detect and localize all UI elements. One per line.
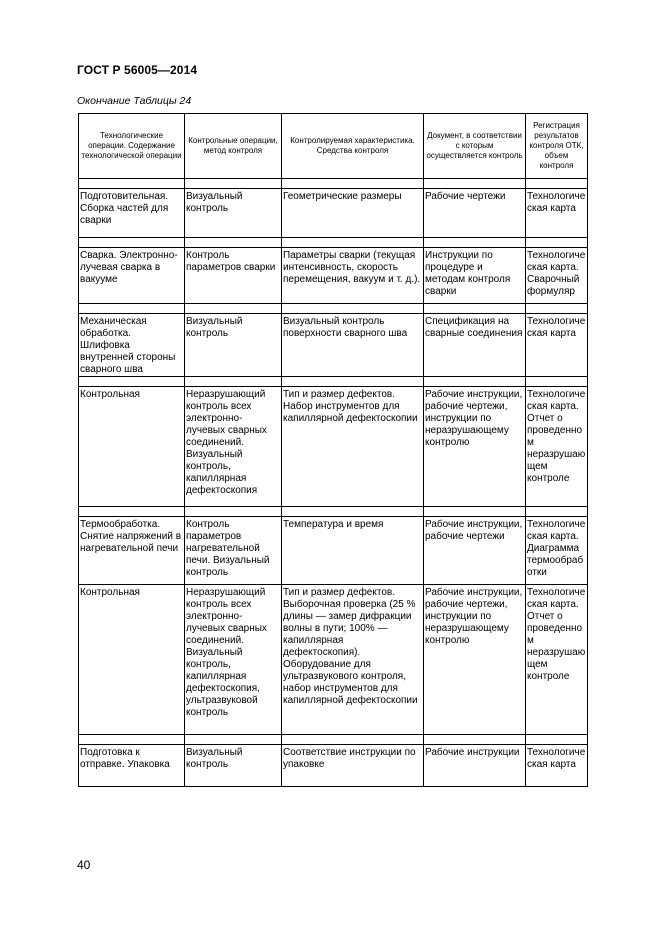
cell-document: Рабочие инструкции xyxy=(424,745,526,787)
table-row xyxy=(79,585,588,735)
cell-control-method: Неразрушающий контроль всех электронно-лучевых сварных соединений. Визуальный контроль, капиллярная дефектоскопия, ультразвуковой контроль xyxy=(185,585,282,735)
cell-characteristic: Параметры сварки (текущая интенсивность, скорость перемещения, вакуум и т. д.). xyxy=(282,248,424,304)
cell-registration: Технологическая карта xyxy=(526,314,588,377)
cell-control-method: Неразрушающий контроль всех электронно-лучевых сварных соединений. Визуальный контроль, капиллярная дефектоскопия xyxy=(185,387,282,507)
cell-registration: Технологическая карта xyxy=(526,745,588,787)
cell-characteristic: Температура и время xyxy=(282,517,424,585)
cell-characteristic: Тип и размер дефектов. Набор инструментов для капиллярной дефектоскопии xyxy=(282,387,424,507)
table-row xyxy=(79,248,588,304)
gap-row xyxy=(79,179,588,189)
document-title: ГОСТ Р 56005—2014 xyxy=(77,63,198,77)
cell-characteristic: Визуальный контроль поверхности сварного шва xyxy=(282,314,424,377)
cell-control-method: Визуальный контроль xyxy=(185,314,282,377)
table-row xyxy=(79,745,588,787)
operations-table xyxy=(78,113,588,787)
cell-control-method: Визуальный контроль xyxy=(185,189,282,238)
cell-document: Инструкции по процедуре и методам контроля сварки xyxy=(424,248,526,304)
cell-characteristic: Соответствие инструкции по упаковке xyxy=(282,745,424,787)
cell-operation: Контрольная xyxy=(79,387,185,507)
cell-operation: Термообработка. Снятие напряжений в нагревательной печи xyxy=(79,517,185,585)
cell-operation: Подготовительная. Сборка частей для сварки xyxy=(79,189,185,238)
cell-document: Рабочие чертежи xyxy=(424,189,526,238)
cell-operation: Сварка. Электронно-лучевая сварка в вакууме xyxy=(79,248,185,304)
cell-operation: Механическая обработка. Шлифовка внутренней стороны сварного шва xyxy=(79,314,185,377)
page-number: 40 xyxy=(77,858,91,872)
cell-characteristic: Тип и размер дефектов. Выборочная проверка (25 % длины — замер дифракции волны в пути; 100% — капиллярная дефектоскопия). Оборудование для ультразвукового контроля, набор инструментов для капиллярной дефектоскопии xyxy=(282,585,424,735)
cell-characteristic: Геометрические размеры xyxy=(282,189,424,238)
header-registration: Регистрация результатов контроля ОТК, объем контроля xyxy=(526,114,588,179)
table-header-row xyxy=(79,114,588,179)
cell-document: Рабочие инструкции, рабочие чертежи xyxy=(424,517,526,585)
table-row xyxy=(79,314,588,377)
table-caption: Окончание Таблицы 24 xyxy=(77,95,192,107)
cell-document: Рабочие инструкции, рабочие чертежи, инструкции по неразрушающему контролю xyxy=(424,585,526,735)
cell-operation: Контрольная xyxy=(79,585,185,735)
cell-document: Рабочие инструкции, рабочие чертежи, инструкции по неразрушающему контролю xyxy=(424,387,526,507)
table-row xyxy=(79,189,588,238)
cell-control-method: Контроль параметров сварки xyxy=(185,248,282,304)
cell-registration: Технологическая карта. Сварочный формуляр xyxy=(526,248,588,304)
header-operation: Технологические операции. Содержание технологической операции xyxy=(79,114,185,179)
cell-registration: Технологическая карта. Отчет о проведенном неразрушающем контроле xyxy=(526,387,588,507)
cell-control-method: Контроль параметров нагревательной печи. Визуальный контроль xyxy=(185,517,282,585)
cell-registration: Технологическая карта xyxy=(526,189,588,238)
header-control-method: Контрольные операции, метод контроля xyxy=(185,114,282,179)
cell-document: Спецификация на сварные соединения xyxy=(424,314,526,377)
gap-row xyxy=(79,377,588,387)
table-row xyxy=(79,387,588,507)
gap-row xyxy=(79,735,588,745)
header-characteristic: Контролируемая характеристика. Средства контроля xyxy=(282,114,424,179)
gap-row xyxy=(79,507,588,517)
gap-row xyxy=(79,238,588,248)
table-row xyxy=(79,517,588,585)
cell-registration: Технологическая карта. Диаграмма термообработки xyxy=(526,517,588,585)
cell-registration: Технологическая карта. Отчет о проведенном неразрушающем контроле xyxy=(526,585,588,735)
gap-row xyxy=(79,304,588,314)
cell-operation: Подготовка к отправке. Упаковка xyxy=(79,745,185,787)
cell-control-method: Визуальный контроль xyxy=(185,745,282,787)
header-document: Документ, в соответствии с которым осуществляется контроль xyxy=(424,114,526,179)
